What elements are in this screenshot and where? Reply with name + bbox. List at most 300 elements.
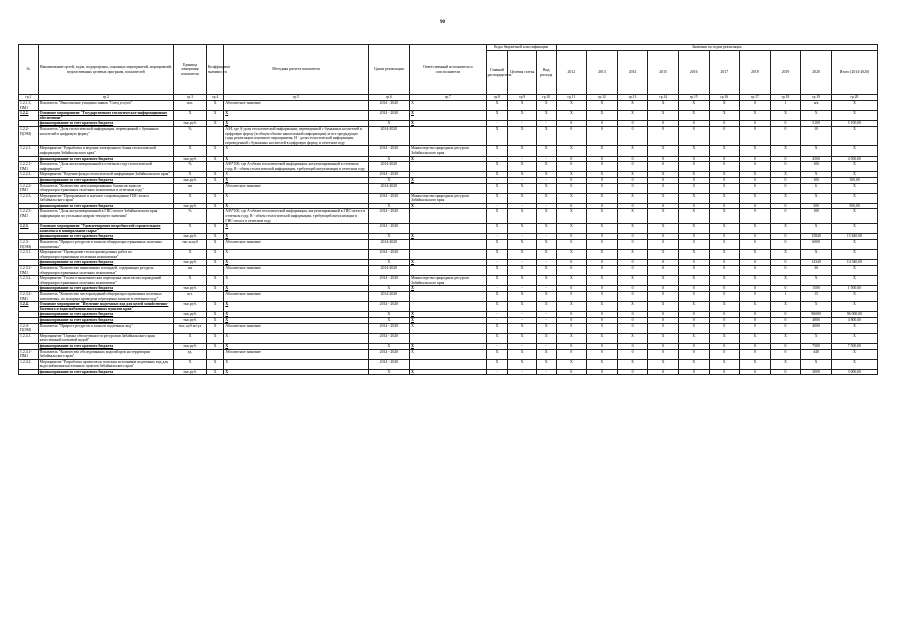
table-cell: Х [617,172,648,178]
table-row [19,291,878,301]
table-cell: - [486,286,508,292]
table-cell: 1.2.1.3. ПМ1 [19,101,39,111]
table-cell: Абсолютное значение [224,349,368,359]
table-cell: Х [587,193,618,203]
table-cell: Х [206,203,223,209]
column-number: гр.12 [587,95,618,101]
table-cell: Х [536,111,556,121]
table-cell: 100 [801,177,832,183]
table-cell: 0 [556,349,587,359]
header-year: 2018 [740,51,771,95]
table-cell: 0 [556,343,587,349]
table-cell: 0 [678,162,709,172]
table-cell: Х [508,359,536,369]
table-cell: тыс.руб. [174,177,207,183]
table-cell: Х [224,203,368,209]
table-cell: 0 [648,240,679,250]
table-cell: Х [206,312,223,318]
table-cell: Х [224,172,368,178]
table-cell: Х [678,333,709,343]
table-cell: Х [206,317,223,323]
table-cell: Х [206,101,223,111]
table-cell: Х [486,101,508,111]
table-cell: Х [536,162,556,172]
table-cell: 2014 - 2020 [368,101,410,111]
table-cell: Х [678,224,709,234]
table-cell: Х [709,111,740,121]
table-cell: - [536,312,556,318]
table-cell: 2014 - 2020 [368,349,410,359]
table-cell: Х [678,250,709,260]
table-cell: Х [536,276,556,286]
table-cell: Х [740,172,771,178]
table-cell: Х [206,369,223,375]
table-row [19,333,878,343]
table-cell: 0 [556,317,587,323]
table-row [19,146,878,156]
table-row [19,359,878,369]
table-cell: Х [224,156,368,162]
table-cell: финансирование за счет краевого бюджета [38,312,173,318]
table-cell: Х [648,193,679,203]
table-cell: н/а [801,101,832,111]
table-cell: Х [206,286,223,292]
table-cell [410,240,486,250]
table-cell: 0 [678,286,709,292]
column-number: гр.19 [801,95,832,101]
table-cell: Х [536,333,556,343]
table-cell: % [174,126,207,145]
table-cell: - [486,156,508,162]
table-cell: Х [831,250,877,260]
table-cell: 0 [770,343,801,349]
table-row [19,209,878,224]
table-cell: 1.2.4.2. [19,359,39,369]
header-vr: Вид расхода [536,51,556,95]
table-cell: Х [709,146,740,156]
table-cell: Х [486,193,508,203]
table-cell: Х [831,323,877,333]
table-cell: Показатель "Доля актуализированной в отчетном году геологической информации" [38,162,173,172]
table-cell: Х [831,349,877,359]
table-cell: 1.2.2.1- ПМ1 [19,162,39,172]
table-cell: 4500 [801,156,832,162]
table-cell: - [536,317,556,323]
table-cell: Показатель "Прирост ресурсов и запасов общераспространенных полезных ископаемых" [38,240,173,250]
table-cell: Х [648,302,679,312]
table-cell: 0 [740,260,771,266]
table-cell: Х [508,183,536,193]
table-cell: Х [410,312,486,318]
table-cell: 440 [801,349,832,359]
table-cell: Х [709,359,740,369]
table-cell: Х [174,359,207,369]
table-cell: 0 [740,203,771,209]
table-cell: Х [368,286,410,292]
table-cell: Х [648,172,679,178]
table-cell: Показатель "Количество выявленных площадей, содержащих ресурсы общераспространенных полезных ископаемых" [38,266,173,276]
table-cell: Х [617,101,648,111]
table-cell: Х [508,302,536,312]
table-cell: Х [410,121,486,127]
table-cell: Х [801,111,832,121]
table-cell: 6 [801,183,832,193]
table-cell: Х [648,101,679,111]
table-cell: 0 [648,343,679,349]
table-cell: Мероприятие "Ведение фонда геологической информации Забайкальского края" [38,172,173,178]
table-cell: 0 [617,183,648,193]
table-cell: 2014 - 2020 [368,146,410,156]
table-cell: 0 [678,349,709,359]
table-cell: Х [206,111,223,121]
table-cell [206,126,223,145]
header-gr: Главный распорядитель [486,51,508,95]
table-cell: 1.2.2.1. [19,146,39,156]
table-cell: Х [508,101,536,111]
table-cell: 0 [556,121,587,127]
table-cell: 0 [770,209,801,224]
table-cell: Х [410,101,486,111]
table-cell: Х [801,172,832,178]
table-cell: 0 [678,234,709,240]
table-cell: Министерство природных ресурсов Забайкальского края [410,146,486,156]
table-cell: Х [831,101,877,111]
table-cell: 0 [770,183,801,193]
table-cell: 1 [770,291,801,301]
table-cell: Х [617,146,648,156]
column-number: гр.1 [19,95,39,101]
table-header [19,45,878,101]
table-cell: Х [536,224,556,234]
table-cell: Х [587,101,618,111]
table-row [19,250,878,260]
table-cell: 0 [648,156,679,162]
table-row [19,224,878,234]
table-cell: 0 [617,240,648,250]
table-cell: - [536,203,556,209]
table-cell: 0 [678,312,709,318]
table-cell: Х [224,317,368,323]
table-cell: Х [770,302,801,312]
header-year: 2017 [709,51,740,95]
table-cell: Х [486,302,508,312]
table-cell: 2014-2020 [368,266,410,276]
table-cell: 0 [587,312,618,318]
table-cell: Х [678,359,709,369]
table-cell: Х [536,183,556,193]
table-body [19,101,878,375]
table-cell: Х [617,209,648,224]
table-cell [206,162,223,172]
table-cell: Х [617,250,648,260]
table-cell: финансирование за счет краевого бюджета [38,121,173,127]
table-cell: Х [801,193,832,203]
table-cell: Х [224,250,368,260]
table-cell: Х [678,172,709,178]
table-cell: 0 [617,291,648,301]
table-cell [206,349,223,359]
table-cell: Х [536,172,556,178]
table-cell: Х [368,317,410,323]
table-cell: Х [206,156,223,162]
table-cell: 0 [709,240,740,250]
table-cell: 0 [740,240,771,250]
header-name: Наименование целей, задач, подпрограмм, основных мероприятий, мероприятий, ведомственных целевых программ, показателей [38,45,173,95]
table-cell: - [486,317,508,323]
table-cell: Х [410,323,486,333]
table-cell: Основное мероприятие "Государственное геологическое информационное обеспечение" [38,111,173,121]
table-cell: Х [486,183,508,193]
table-cell: Х [224,312,368,318]
table-cell: - [536,121,556,127]
table-cell: ед. [174,349,207,359]
table-cell: 7500 [801,343,832,349]
table-cell: финансирование за счет краевого бюджета [38,286,173,292]
table-cell: 1.2.2.3- ПМ1 [19,209,39,224]
table-cell: тыс.руб. [174,260,207,266]
table-cell: Х [206,240,223,250]
table-cell: Х [740,146,771,156]
column-number: гр.5 [224,95,368,101]
table-row [19,369,878,375]
table-cell: Х [206,146,223,156]
table-cell: 0 [648,323,679,333]
table-cell: Х [648,146,679,156]
table-cell: Х [368,121,410,127]
table-cell: финансирование за счет краевого бюджета [38,369,173,375]
table-cell: 1.2.4. [19,302,39,312]
header-year: 2013 [587,51,618,95]
table-cell: 0 [648,177,679,183]
table-cell: Х [831,111,877,121]
table-cell: Показатель "Доля геологической информации, переведенной с бумажных носителей в цифровую форму" [38,126,173,145]
table-cell: 1.2.3- П(ЭМ) [19,240,39,250]
table-cell: Мероприятие "Геолого-экономическая переоценка запасов месторождений общераспространенных полезных ископаемых" [38,276,173,286]
table-cell: Х [536,302,556,312]
table-cell: Х [801,146,832,156]
table-cell: Х [368,343,410,349]
table-row [19,323,878,333]
table-cell [410,291,486,301]
table-cell: Х [224,177,368,183]
table-cell: 0 [617,266,648,276]
table-cell: Х [831,209,877,224]
table-cell: 0 [709,126,740,145]
table-cell: 0 [678,240,709,250]
table-cell: 2014-2020 [368,183,410,193]
table-cell: 0 [648,260,679,266]
table-cell: тыс.руб. [174,343,207,349]
table-cell: 1.2.4.1- ПМ1 [19,349,39,359]
table-cell: Х [770,146,801,156]
header-year: 2015 [648,51,679,95]
table-cell: Х [740,359,771,369]
table-cell: Х [556,146,587,156]
table-cell: 0 [617,156,648,162]
table-cell: Х [224,286,368,292]
table-cell: 0 [587,240,618,250]
table-cell: Х [174,193,207,203]
table-cell: Х [678,193,709,203]
table-cell: Х [556,224,587,234]
table-cell: 0 [617,121,648,127]
table-cell: 1.2.3.2- ПМ1 [19,291,39,301]
table-cell: Х [368,177,410,183]
table-cell: Х [617,276,648,286]
table-cell: 14340 [801,260,832,266]
table-cell: 0 [770,121,801,127]
table-cell: Х [617,333,648,343]
table-cell: Х [410,317,486,323]
table-cell: - [486,234,508,240]
header-year: 2020 [801,51,832,95]
table-cell: Х [206,276,223,286]
column-number: гр.6 [368,95,410,101]
table-cell: 0 [648,291,679,301]
table-cell: Х [410,343,486,349]
table-cell: тыс.м.куб [174,240,207,250]
table-row [19,183,878,193]
table-cell: Х [678,276,709,286]
table-cell: 0 [709,286,740,292]
table-cell: Абсолютное значение [224,266,368,276]
table-cell: 1500 [801,286,832,292]
table-cell: 0 [587,260,618,266]
table-cell: Х [770,276,801,286]
table-cell: Х [174,333,207,343]
table-cell: 4 800,00 [831,317,877,323]
table-cell: Х [831,126,877,145]
table-row [19,193,878,203]
table-cell: 10 [801,126,832,145]
table-cell: тыс.руб. [174,286,207,292]
table-cell: - [486,369,508,375]
table-cell: Показатель "Количество актуализированных балансов запасов общераспространенных полезных ископаемых в отчетном году" [38,183,173,193]
page-number: 90 [440,20,445,25]
table-cell: Х [224,121,368,127]
table-cell: Х [368,156,410,162]
table-cell: Х [486,266,508,276]
table-cell: А/В*100, где А-объем геологической информации, актуализированной в ГИС-атласе в отчетном году, В - объем геологической информации, требующей актуализации в ГИС-атласе в отчетном году [224,209,368,224]
table-cell: 0 [770,260,801,266]
table-cell: 100 [801,162,832,172]
table-row [19,266,878,276]
table-cell: 0 [678,369,709,375]
table-cell: Показатель "Доля актуализированной в ГИС-атласе Забайкальского края информации по угольным недрам текущего значения" [38,209,173,224]
table-cell: Х [224,234,368,240]
header-year: 2014 [617,51,648,95]
table-cell: 5 100,00 [831,121,877,127]
table-cell: тыс.руб. [174,302,207,312]
table-cell: Х [556,172,587,178]
table-cell: 0 [556,177,587,183]
table-cell: Х [587,250,618,260]
table-row [19,302,878,312]
table-cell: Х [536,146,556,156]
table-cell: 0 [709,312,740,318]
table-cell: Х [368,369,410,375]
table-cell: 0 [587,203,618,209]
table-cell: - [486,260,508,266]
table-cell: Х [536,240,556,250]
table-cell: Х [508,126,536,145]
table-cell: Х [770,172,801,178]
table-cell: Х [224,302,368,312]
table-cell: Х [206,177,223,183]
table-cell: Х [206,343,223,349]
table-cell [410,333,486,343]
table-cell: Показатель "Прирост ресурсов и запасов подземных вод" [38,323,173,333]
table-cell: Х [740,333,771,343]
table-cell: Х [831,266,877,276]
table-cell: Х [770,250,801,260]
table-cell: тыс.руб. [174,369,207,375]
table-cell: - [508,260,536,266]
table-cell: тыс.руб. [174,203,207,209]
table-cell: Х [556,359,587,369]
column-number: гр.15 [678,95,709,101]
table-cell: Министерство природных ресурсов Забайкальского края [410,193,486,203]
table-cell: Показатель "Выполнение учащими заявок "Спец услуги" [38,101,173,111]
table-cell: - [508,317,536,323]
table-cell: Х [770,333,801,343]
table-cell: Мероприятие "Разработка проектов по поискам источников подземных вод для водоснабжения населенных пунктов Забайкальского края" [38,359,173,369]
header-budget-codes: Коды бюджетной классификации [486,45,556,51]
table-cell: 0 [587,291,618,301]
table-cell: 96 000,00 [831,312,877,318]
table-cell: 0 [587,286,618,292]
table-row [19,276,878,286]
table-cell: Х [770,111,801,121]
table-cell: - [508,286,536,292]
table-cell: - [508,312,536,318]
table-cell: Х [536,323,556,333]
table-cell: 2014 - 2020 [368,209,410,224]
table-cell: Х [486,224,508,234]
table-cell: Х [508,240,536,250]
table-cell: Абсолютное значение [224,291,368,301]
table-cell: Х [486,162,508,172]
table-cell [410,209,486,224]
table-cell: 0 [709,203,740,209]
table-cell: 0 [587,234,618,240]
table-cell: - [508,121,536,127]
table-cell: шт [174,183,207,193]
table-cell: Х [587,224,618,234]
table-cell: Х [556,333,587,343]
table-cell: Х [486,291,508,301]
table-cell: 0 [770,203,801,209]
table-cell: 0 [587,349,618,359]
table-cell: Х [486,209,508,224]
table-cell: 0 [617,177,648,183]
table-cell: Х [587,209,618,224]
table-cell: Х [536,101,556,111]
table-cell: 0 [556,156,587,162]
table-cell: Х [678,111,709,121]
table-cell: 2014 - 2020 [368,323,410,333]
table-cell: Х [174,224,207,234]
table-cell: 3000 [801,369,832,375]
table-cell: Х [410,234,486,240]
table-cell: 2014-2020 [368,126,410,145]
table-cell: Х [648,224,679,234]
table-cell: 0 [587,156,618,162]
table-cell: 0 [770,369,801,375]
table-cell: 0 [678,291,709,301]
table-cell: - [486,312,508,318]
table-cell: Х [410,111,486,121]
